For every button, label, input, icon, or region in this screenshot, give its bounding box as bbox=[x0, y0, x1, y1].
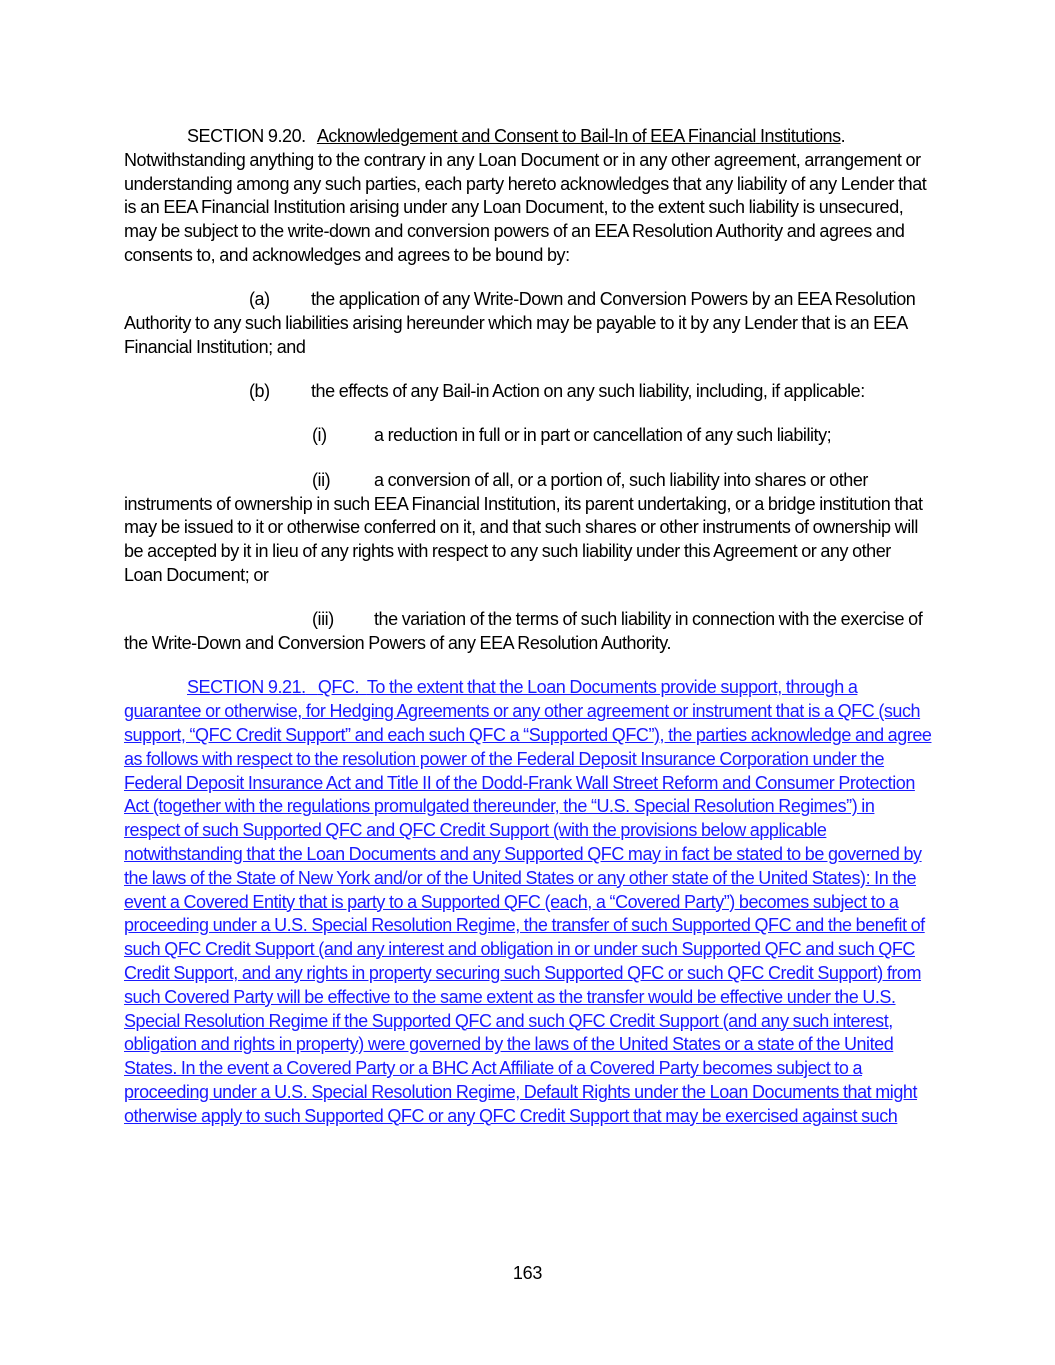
section-9-20-number: SECTION 9.20. bbox=[187, 126, 306, 146]
section-9-20-paragraph bbox=[124, 125, 932, 268]
section-9-21-body: To the extent that the Loan Documents provide support, through a guarantee or otherwise, for Hedging Agreements or any other agreement or instrument that is a QFC (such support, “QFC Credit Support” and each such QFC a “Supported QFC”), the parties acknowledge and agree as follows with respect to the resolution power of the Federal Deposit Insurance Corporation under the Federal Deposit Insurance Act and Title II of the Dodd-Frank Wall Street Reform and Consumer Protection Act (together with the regulations promulgated thereunder, the “U.S. Special Resolution Regimes”) in respect of such Supported QFC and QFC Credit Support (with the provisions below applicable notwithstanding that the Loan Documents and any Supported QFC may in fact be stated to be governed by the laws of the State of New York and/or of the United States or any other state of the United States): In the event a Covered Entity that is party to a Supported QFC (each, a “Covered Party”) becomes subject to a proceeding under a U.S. Special Resolution Regime, the transfer of such Supported QFC and the benefit of such QFC Credit Support (and any interest and obligation in or under such Supported QFC and such QFC Credit Support, and any rights in property securing such Supported QFC or such QFC Credit Support) from such Covered Party will be effective to the same extent as the transfer would be effective under the U.S. Special Resolution Regime if the Supported QFC and such QFC Credit Support (and any such interest, obligation and rights in property) were governed by the laws of the United States or a state of the United States. In the event a Covered Party or a BHC Act Affiliate of a Covered Party becomes subject to a proceeding under a U.S. Special Resolution Regime, Default Rights under the Loan Documents that might otherwise apply to such Supported QFC or any QFC Credit Support that may be exercised against such bbox=[124, 677, 932, 1126]
clause-a-label: (a) bbox=[249, 289, 270, 310]
clause-i bbox=[124, 424, 932, 448]
page-number: 163 bbox=[512, 1263, 543, 1283]
section-9-21-paragraph bbox=[124, 676, 932, 1128]
clause-b-label: (b) bbox=[249, 381, 270, 402]
clause-i-label: (i) bbox=[312, 425, 327, 446]
section-9-21-number: SECTION 9.21. bbox=[187, 677, 306, 698]
clause-ii-text: a conversion of all, or a portion of, such liability into shares or other instruments of ownership in such EEA Financial Institution, its parent undertaking, or a bridge institution that may be issued to it or otherwise conferred on it, and that such shares or other instruments of ownership will be accepted by it in lieu of any rights with respect to any such liability under this Agreement or any other Loan Document; or bbox=[124, 469, 923, 585]
clause-ii bbox=[124, 469, 932, 588]
clause-iii-label: (iii) bbox=[312, 609, 334, 630]
clause-iii-text: the variation of the terms of such liability in connection with the exercise of the Write-Down and Conversion Powers of any EEA Resolution Authority. bbox=[124, 609, 923, 654]
clause-a-text: the application of any Write-Down and Conversion Powers by an EEA Resolution Authority to any such liabilities arising hereunder which may be payable to it by any Lender that is an EEA Financial Institution; and bbox=[124, 289, 916, 357]
clause-b-text: the effects of any Bail-in Action on any such liability, including, if applicable: bbox=[311, 381, 865, 402]
section-9-20-title-line1: Acknowledgement and Consent to Bail-In of EEA Financial bbox=[316, 126, 756, 146]
clause-ii-label: (ii) bbox=[312, 469, 331, 490]
clause-iii bbox=[124, 608, 932, 656]
section-9-20-title bbox=[317, 126, 841, 146]
section-9-20-title-period: . bbox=[840, 126, 846, 146]
section-9-20-title-line2: Institutions bbox=[759, 126, 841, 146]
clause-b bbox=[124, 380, 932, 404]
clause-i-text: a reduction in full or in part or cancellation of any such liability; bbox=[374, 425, 832, 446]
section-9-20-body: Notwithstanding anything to the contrary in any Loan Document or in any other agreement, arrangement or understanding among any such parties, each party hereto acknowledges that any liability of any Lender that is an EEA Financial Institution arising under any Loan Document, to the extent such liability is unsecured, may be subject to the write-down and conversion powers of an EEA Resolution Authority and agrees and consents to, and acknowledges and agrees to be bound by: bbox=[124, 149, 927, 265]
clause-a bbox=[124, 288, 932, 359]
document-page bbox=[124, 125, 932, 1149]
section-9-21-title: QFC. bbox=[317, 677, 360, 698]
